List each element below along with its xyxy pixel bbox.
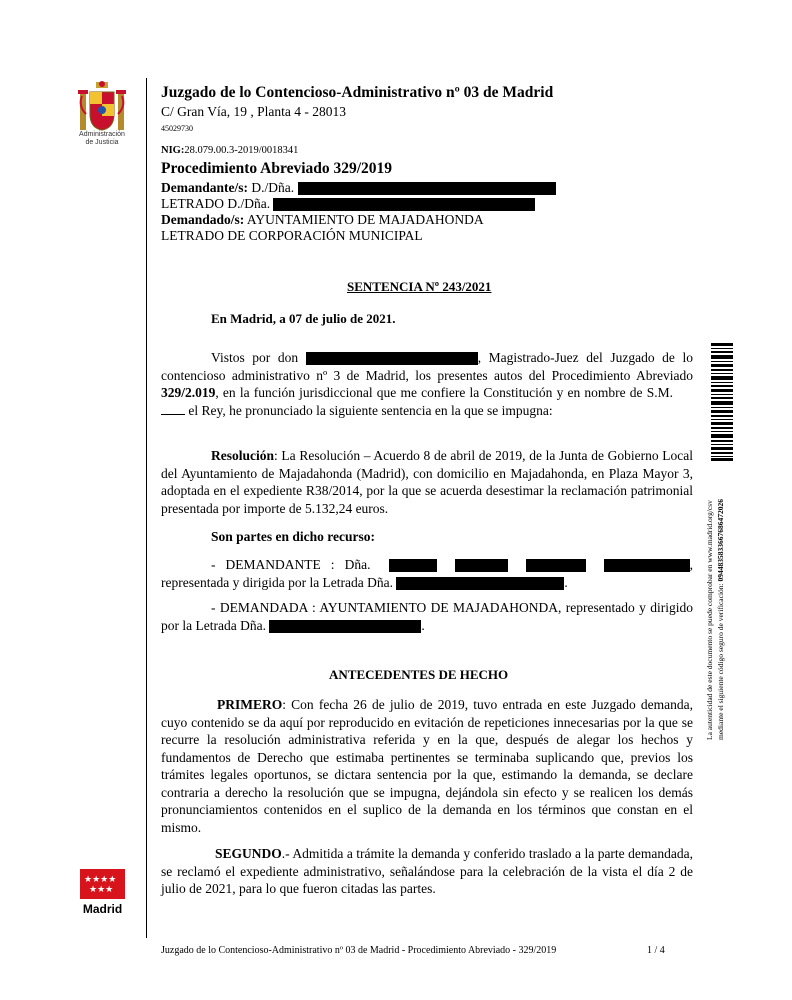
redaction-bar (306, 352, 478, 365)
vistos-paragraph (161, 349, 693, 419)
csv-verification-note (704, 440, 744, 740)
nig-label: NIG: (161, 145, 185, 156)
vistos-text-2: , Magistrado-Juez del Juzgado de lo contencioso administrativo nº 3 de Madrid, los presentes autos del Procedimiento Abreviado (161, 350, 693, 383)
court-address: C/ Gran Vía, 19 , Planta 4 - 28013 (161, 104, 346, 119)
resolucion-text: : La Resolución – Acuerdo 8 de abril de 2019, de la Junta de Gobierno Local del Ayuntamiento de Majadahonda (Madrid), con domicilio en Majadahonda, en Plaza Mayor 3, adoptada en el expediente R38/2014, por la que se acuerda desestimar la reclamación patrimonial presentada por importe de 5.132,24 euros. (161, 448, 693, 516)
date-line: En Madrid, a 07 de julio de 2021. (211, 311, 396, 326)
csv-note-prefix: mediante el siguiente código seguro de verificación: (716, 583, 725, 740)
vistos-text-4: el Rey, he pronunciado la siguiente sentencia en la que se impugna: (188, 402, 553, 418)
page-footer: Juzgado de lo Contencioso-Administrativo nº 03 de Madrid - Procedimiento Abreviado - 329/2019 (161, 945, 557, 956)
defendant-lawyer: LETRADO DE CORPORACIÓN MUNICIPAL (161, 228, 423, 243)
lawyer-line (161, 196, 535, 212)
page-number: 1 / 4 (647, 945, 665, 956)
madrid-flag-logo (80, 869, 125, 899)
svg-text:★★★★: ★★★★ (84, 875, 117, 885)
plaintiff-value: D./Dña. (251, 180, 295, 195)
redaction-bar (298, 182, 556, 195)
segundo-paragraph (161, 845, 693, 898)
madrid-label: Madrid (82, 902, 123, 916)
segundo-text: .- Admitida a trámite la demanda y conferido traslado a la parte demandada, se reclamó el expediente administrativo, señalándose para la celebración de la vista el día 2 de julio de 2021, para lo que fueron citadas las partes. (161, 846, 693, 896)
court-code: 45029730 (161, 124, 193, 133)
defendant-line (161, 212, 484, 228)
resolucion-label: Resolución (211, 448, 275, 463)
csv-note-line1: La autenticidad de este documento se puede comprobar en www.madrid.org/csv (705, 500, 714, 740)
defendant-value: AYUNTAMIENTO DE MAJADAHONDA (246, 212, 484, 227)
redaction-bar (389, 559, 437, 572)
segundo-label: SEGUNDO (215, 846, 282, 861)
redaction-bar (526, 559, 586, 572)
margin-rule (146, 78, 147, 938)
nig-value: 28.079.00.3-2019/0018341 (184, 145, 299, 156)
antecedentes-heading: ANTECEDENTES DE HECHO (329, 667, 509, 682)
csv-code: 0944835833667686472026 (716, 499, 725, 582)
blank-line (161, 414, 185, 415)
demandada-text: - DEMANDADA : AYUNTAMIENTO DE MAJADAHONDA, representado y dirigido por la Letrada Dña. (161, 600, 693, 633)
demandante-text-1: - DEMANDANTE : Dña. (211, 557, 371, 572)
csv-note-line2 (715, 440, 726, 740)
ministry-caption (66, 131, 138, 147)
nig-line (161, 145, 298, 156)
ministry-caption-line1: Administración (79, 131, 125, 138)
resolucion-paragraph (161, 447, 693, 517)
redaction-bar (604, 559, 690, 572)
redaction-bar (273, 198, 535, 211)
madrid-stars-icon (80, 869, 125, 899)
plaintiff-line (161, 180, 556, 196)
demandada-paragraph: - DEMANDADA : AYUNTAMIENTO DE MAJADAHONDA, representado y dirigido por la Letrada Dña. . (161, 600, 693, 633)
redaction-bar (396, 577, 564, 590)
ministry-caption-line2: de Justicia (85, 139, 119, 146)
primero-label: PRIMERO (217, 697, 283, 712)
lawyer-label: LETRADO D./Dña. (161, 196, 271, 211)
primero-paragraph (161, 696, 693, 836)
defendant-label: Demandado/s: (161, 212, 245, 227)
vistos-text-1: Vistos por don (211, 350, 299, 365)
redaction-bar (455, 559, 508, 572)
court-name: Juzgado de lo Contencioso-Administrativo nº 03 de Madrid (161, 84, 554, 101)
procedure-title: Procedimiento Abreviado 329/2019 (161, 160, 393, 177)
judgment-title: SENTENCIA Nº 243/2021 (347, 279, 492, 294)
plaintiff-label: Demandante/s: (161, 180, 248, 195)
vistos-case-number: 329/2.019 (161, 385, 216, 400)
redaction-bar (269, 620, 421, 633)
svg-text:★★★: ★★★ (89, 885, 114, 895)
vistos-text-3: , en la función jurisdiccional que me confiere la Constitución y en nombre de S.M. (215, 385, 673, 400)
demandante-text-2: representada y dirigida por la Letrada Dña. (161, 574, 394, 590)
primero-text: : Con fecha 26 de julio de 2019, tuvo entrada en este Juzgado demanda, cuyo contenido se da aquí por reproducido en evitación de repeticiones innecesarias por la que se recurre la resolución administrativa referida y en la que, después de alegar los hechos y fundamentos de Derecho que estimaba pertinentes se terminaba suplicando que, previos los trámites legales oportunos, se dictara sentencia por la que, estimando la demanda, se declare contraria a derecho la resolución que se impugna, dejándola sin efecto y se realicen los demás pronunciamientos contenidos en el suplico de la demanda en los términos que constan en el mismo. (161, 697, 693, 835)
partes-heading: Son partes en dicho recurso: (211, 529, 375, 544)
demandante-paragraph: - DEMANDANTE : Dña. , representada y dirigida por la Letrada Dña. . (161, 557, 694, 590)
